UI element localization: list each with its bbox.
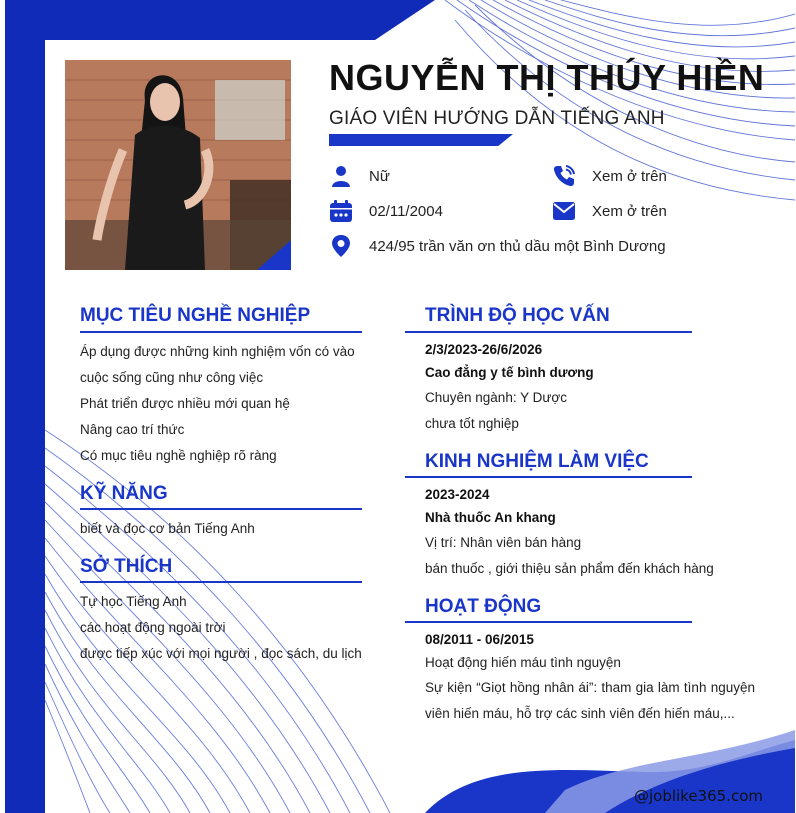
objective-line: Nâng cao trí thức (80, 422, 185, 437)
activity-description: Sự kiện “Giọt hồng nhân ái”: tham gia làm tình nguyện viên hiến máu, hỗ trợ các sinh viên đến hiến máu,... (425, 680, 755, 721)
calendar-icon (329, 199, 353, 223)
education-school: Cao đẳng y tế bình dương (425, 365, 594, 380)
objective-line: cuộc sống cũng như công việc (80, 370, 264, 385)
experience-period: 2023-2024 (425, 487, 490, 502)
job-title: GIÁO VIÊN HƯỚNG DẪN TIẾNG ANH (329, 108, 665, 129)
cv-page (5, 0, 795, 813)
title-underline (329, 134, 513, 146)
hobby-line: các hoạt động ngoài trời (80, 620, 226, 635)
education-status: chưa tốt nghiệp (425, 416, 519, 431)
watermark: @joblike365.com (633, 787, 763, 805)
person-icon (329, 164, 353, 188)
education-period: 2/3/2023-26/6/2026 (425, 342, 543, 357)
skills-underline (80, 508, 362, 510)
experience-company: Nhà thuốc An khang (425, 510, 556, 525)
activity-name: Hoạt động hiến máu tình nguyện (425, 655, 621, 670)
skills-heading: KỸ NĂNG (80, 483, 168, 504)
skills-line: biết và đọc cơ bản Tiếng Anh (80, 521, 255, 536)
activities-heading: HOẠT ĐỘNG (425, 596, 542, 617)
education-major: Chuyên ngành: Y Dược (425, 390, 567, 405)
envelope-icon (552, 199, 576, 223)
hobbies-underline (80, 581, 362, 583)
objective-line: Phát triển được nhiều mới quan hệ (80, 396, 290, 411)
hobby-line: Tự học Tiếng Anh (80, 594, 187, 609)
gender-value: Nữ (369, 168, 390, 185)
phone-value: Xem ở trên (592, 168, 667, 185)
full-name: NGUYỄN THỊ THÚY HIỀN (329, 57, 765, 98)
objective-line: Áp dụng được những kinh nghiệm vốn có vào (80, 344, 355, 359)
location-pin-icon (329, 234, 353, 258)
activities-underline (405, 621, 692, 623)
experience-underline (405, 476, 692, 478)
email-value: Xem ở trên (592, 203, 667, 220)
experience-position: Vị trí: Nhân viên bán hàng (425, 535, 582, 550)
profile-photo (65, 60, 291, 270)
hobby-line: được tiếp xúc với mọi người , đọc sách, du lịch (80, 646, 362, 661)
birthday-value: 02/11/2004 (369, 203, 443, 220)
experience-description: bán thuốc , giới thiệu sản phẩm đến khách hàng (425, 561, 714, 576)
education-underline (405, 331, 692, 333)
phone-icon (552, 164, 576, 188)
hobbies-heading: SỞ THÍCH (80, 556, 173, 577)
objective-underline (80, 331, 362, 333)
education-heading: TRÌNH ĐỘ HỌC VẤN (425, 305, 610, 326)
objective-heading: MỤC TIÊU NGHỀ NGHIỆP (80, 305, 311, 326)
objective-line: Có mục tiêu nghề nghiệp rõ ràng (80, 448, 277, 463)
address-value: 424/95 trần văn ơn thủ dầu một Bình Dương (369, 238, 666, 255)
experience-heading: KINH NGHIỆM LÀM VIỆC (425, 451, 649, 472)
activity-period: 08/2011 - 06/2015 (425, 632, 534, 647)
